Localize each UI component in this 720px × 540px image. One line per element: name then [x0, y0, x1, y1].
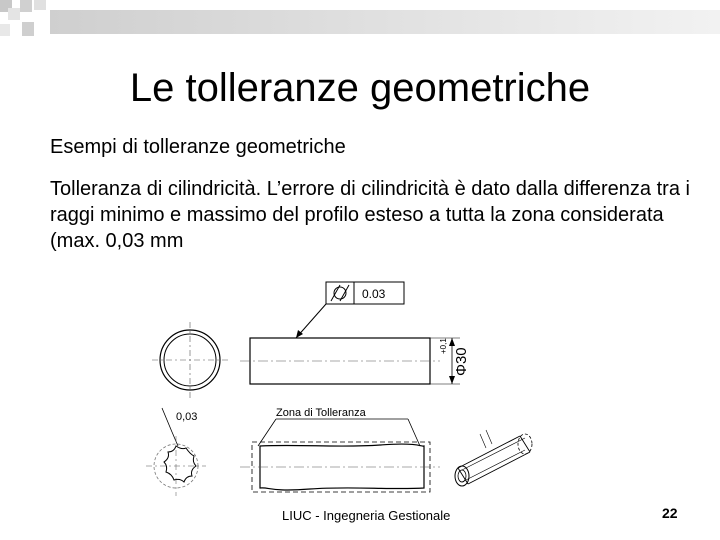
cylindricity-symbol-icon [331, 285, 349, 301]
tolerance-value: 0.03 [362, 287, 386, 301]
header-decoration [0, 0, 720, 60]
diameter-tolerance: +0,1 [439, 338, 448, 354]
tolerance-zone-3d [455, 430, 532, 486]
end-view-circle [152, 322, 228, 398]
cylindricity-drawing [140, 276, 580, 504]
zone-value: 0,03 [176, 411, 198, 423]
slide-body-text: Tolleranza di cilindricità. L’errore di cilindricità è dato dalla differenza tra i raggi minimo e massimo del profilo esteso a tutta la zona considerata (max. 0,03 mm [50, 178, 690, 252]
side-view-cylinder [240, 338, 470, 384]
diameter-label: Φ30 [453, 347, 470, 376]
profile-end-view [146, 436, 206, 496]
page-number: 22 [662, 505, 678, 521]
footer-text: LIUC - Ingegneria Gestionale [282, 508, 451, 523]
zone-label: Zona di Tolleranza [276, 407, 366, 419]
feature-control-frame [296, 282, 404, 338]
slide-title: Le tolleranze geometriche [129, 66, 591, 110]
profile-side-view [240, 442, 440, 492]
slide-subtitle: Esempi di tolleranze geometriche [50, 136, 346, 158]
header-band [50, 10, 720, 34]
